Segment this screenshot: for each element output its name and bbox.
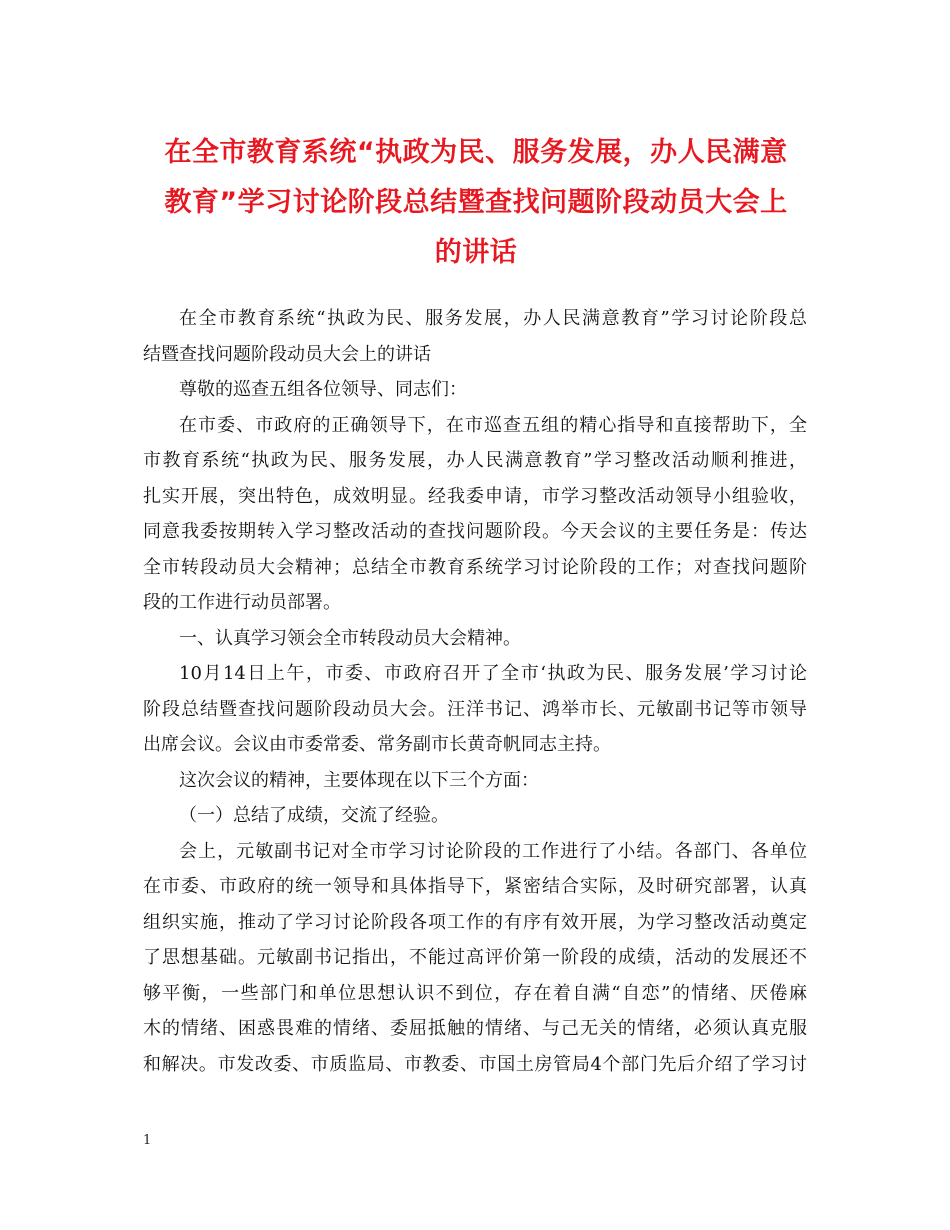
body-line: 会上，元敏副书记对全市学习讨论阶段的工作进行了小结。各部门、各单位 — [179, 840, 807, 862]
body-line: 阶段总结暨查找问题阶段动员大会。汪洋书记、鸿举市长、元敏副书记等市领导 — [143, 698, 807, 720]
body-line: 出席会议。会议由市委常委、常务副市长黄奇帆同志主持。 — [143, 734, 611, 755]
body-line: 在市委、市政府的正确领导下，在市巡查五组的精心指导和直接帮助下，全 — [179, 414, 807, 436]
body-line: 了思想基础。元敏副书记指出，不能过高评价第一阶段的成绩，活动的发展还不 — [143, 947, 807, 968]
body-line: 段的工作进行动员部署。 — [143, 592, 341, 613]
title-line: 教育”学习讨论阶段总结暨查找问题阶段动员大会上 — [164, 187, 788, 218]
section-heading: 一、认真学习领会全市转段动员大会精神。 — [179, 627, 521, 649]
document-body — [143, 301, 807, 1082]
subsection-heading: （一）总结了成绩，交流了经验。 — [179, 805, 449, 826]
body-line: 和解决。市发改委、市质监局、市教委、市国土房管局4个部门先后介绍了学习讨 — [143, 1053, 807, 1075]
body-line: 尊敬的巡查五组各位领导、同志们： — [179, 379, 467, 400]
body-line: 全市转段动员大会精神；总结全市教育系统学习讨论阶段的工作；对查找问题阶 — [143, 556, 807, 578]
body-line: 扎实开展，突出特色，成效明显。经我委申请，市学习整改活动领导小组验收， — [143, 485, 807, 507]
document-title — [140, 128, 812, 278]
body-line: 10月14日上午，市委、市政府召开了全市‘执政为民、服务发展’学习讨论 — [179, 663, 807, 684]
body-line: 在市委、市政府的统一领导和具体指导下，紧密结合实际，及时研究部署，认真 — [143, 876, 807, 897]
body-line: 这次会议的精神，主要体现在以下三个方面： — [179, 769, 539, 791]
body-line: 同意我委按期转入学习整改活动的查找问题阶段。今天会议的主要任务是：传达 — [143, 521, 807, 542]
body-line: 市教育系统“执政为民、服务发展，办人民满意教育”学习整改活动顺利推进， — [143, 450, 807, 471]
body-line: 在全市教育系统“执政为民、服务发展，办人民满意教育”学习讨论阶段总 — [179, 308, 807, 329]
body-line: 够平衡，一些部门和单位思想认识不到位，存在着自满“自恋”的情绪、厌倦麻 — [143, 982, 807, 1004]
title-line: 的讲话 — [434, 237, 518, 268]
title-line: 在全市教育系统“执政为民、服务发展，办人民满意 — [164, 137, 788, 168]
body-line: 结暨查找问题阶段动员大会上的讲话 — [143, 343, 431, 365]
page-number: 1 — [143, 1133, 152, 1148]
body-line: 木的情绪、困惑畏难的情绪、委屈抵触的情绪、与己无关的情绪，必须认真克服 — [143, 1018, 807, 1039]
body-line: 组织实施，推动了学习讨论阶段各项工作的有序有效开展，为学习整改活动奠定 — [143, 911, 807, 933]
